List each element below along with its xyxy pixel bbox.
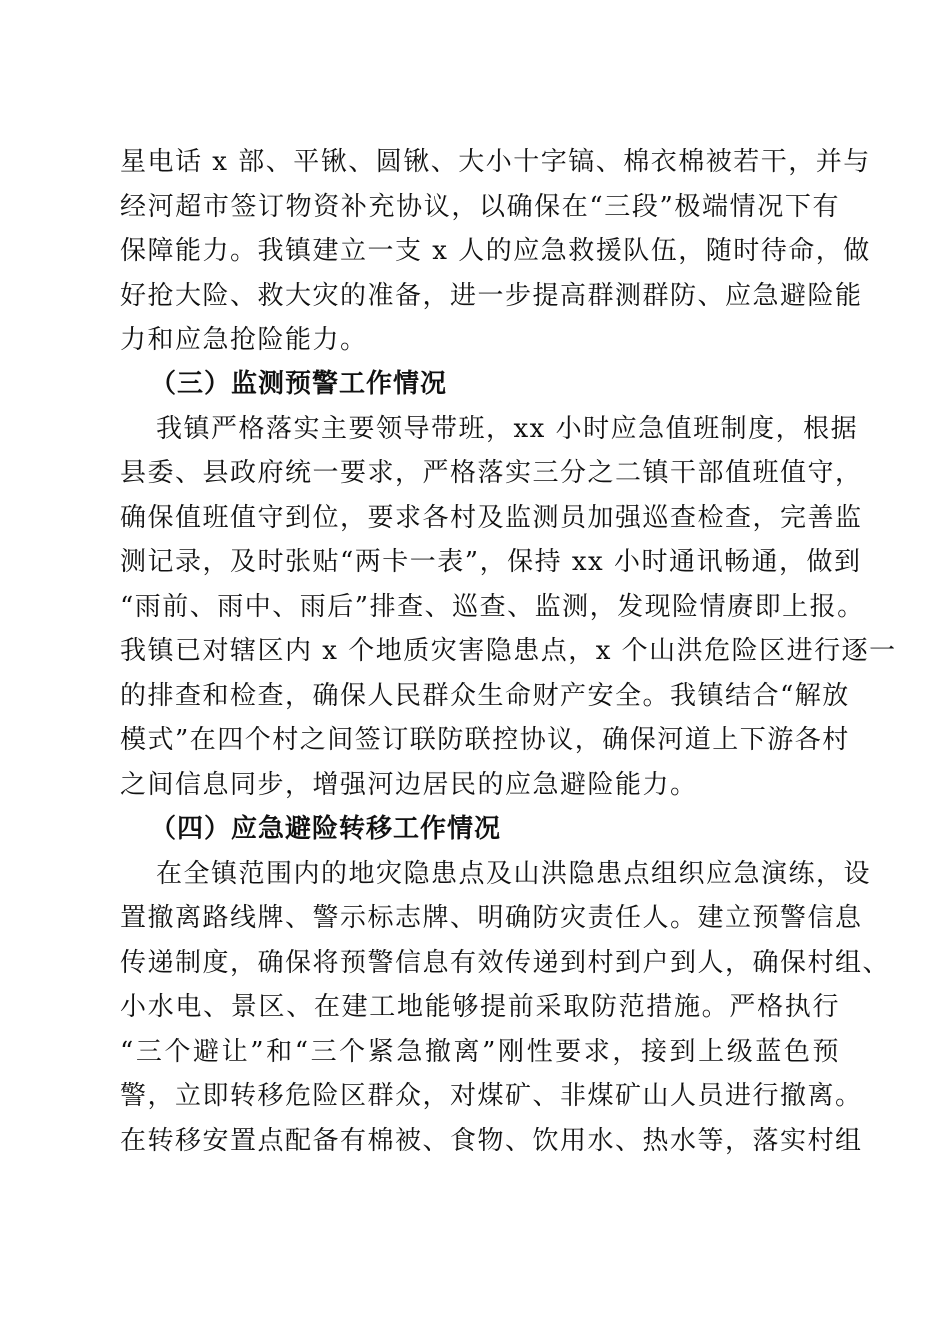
paragraph-2-line-5: “雨前、雨中、雨后”排查、巡查、监测，发现险情赓即上报。 — [120, 592, 865, 622]
paragraph-1-line-2: 经河超市签订物资补充协议，以确保在“三段”极端情况下有 — [120, 192, 840, 222]
paragraph-1-line-3: 保障能力。我镇建立一支 x 人的应急救援队伍，随时待命，做 — [120, 236, 871, 266]
paragraph-3-line-6: 警，立即转移危险区群众，对煤矿、非煤矿山人员进行撤离。 — [120, 1081, 863, 1111]
section-heading-3: （三）监测预警工作情况 — [150, 369, 448, 399]
paragraph-2-line-2: 县委、县政府统一要求，严格落实三分之二镇干部值班值守， — [120, 458, 863, 488]
paragraph-2-line-7: 的排查和检查，确保人民群众生命财产安全。我镇结合“解放 — [120, 681, 850, 711]
paragraph-3-line-2: 置撤离路线牌、警示标志牌、明确防灾责任人。建立预警信息 — [120, 903, 863, 933]
paragraph-2-line-3: 确保值班值守到位，要求各村及监测员加强巡查检查，完善监 — [120, 503, 863, 533]
paragraph-1-line-5: 力和应急抢险能力。 — [120, 325, 368, 355]
paragraph-2-line-4: 测记录，及时张贴“两卡一表”，保持 xx 小时通讯畅通，做到 — [120, 547, 862, 577]
paragraph-3-line-1: 在全镇范围内的地灾隐患点及山洪隐患点组织应急演练，设 — [156, 859, 872, 889]
paragraph-1-line-4: 好抢大险、救大灾的准备，进一步提高群测群防、应急避险能 — [120, 281, 863, 311]
section-heading-4: （四）应急避险转移工作情况 — [150, 814, 502, 844]
paragraph-3-line-7: 在转移安置点配备有棉被、食物、饮用水、热水等，落实村组 — [120, 1126, 863, 1156]
paragraph-2-line-1: 我镇严格落实主要领导带班，xx 小时应急值班制度，根据 — [156, 414, 859, 444]
paragraph-2-line-8: 模式”在四个村之间签订联防联控协议，确保河道上下游各村 — [120, 725, 850, 755]
paragraph-3-line-3: 传递制度，确保将预警信息有效传递到村到户到人，确保村组、 — [120, 948, 891, 978]
paragraph-2-line-9: 之间信息同步，增强河边居民的应急避险能力。 — [120, 770, 698, 800]
paragraph-2-line-6: 我镇已对辖区内 x 个地质灾害隐患点，x 个山洪危险区进行逐一 — [120, 636, 897, 666]
paragraph-1-line-1: 星电话 x 部、平锹、圆锹、大小十字镐、棉衣棉被若干，并与 — [120, 147, 871, 177]
paragraph-3-line-4: 小水电、景区、在建工地能够提前采取防范措施。严格执行 — [120, 992, 840, 1022]
paragraph-3-line-5: “三个避让”和“三个紧急撤离”刚性要求，接到上级蓝色预 — [120, 1037, 840, 1067]
